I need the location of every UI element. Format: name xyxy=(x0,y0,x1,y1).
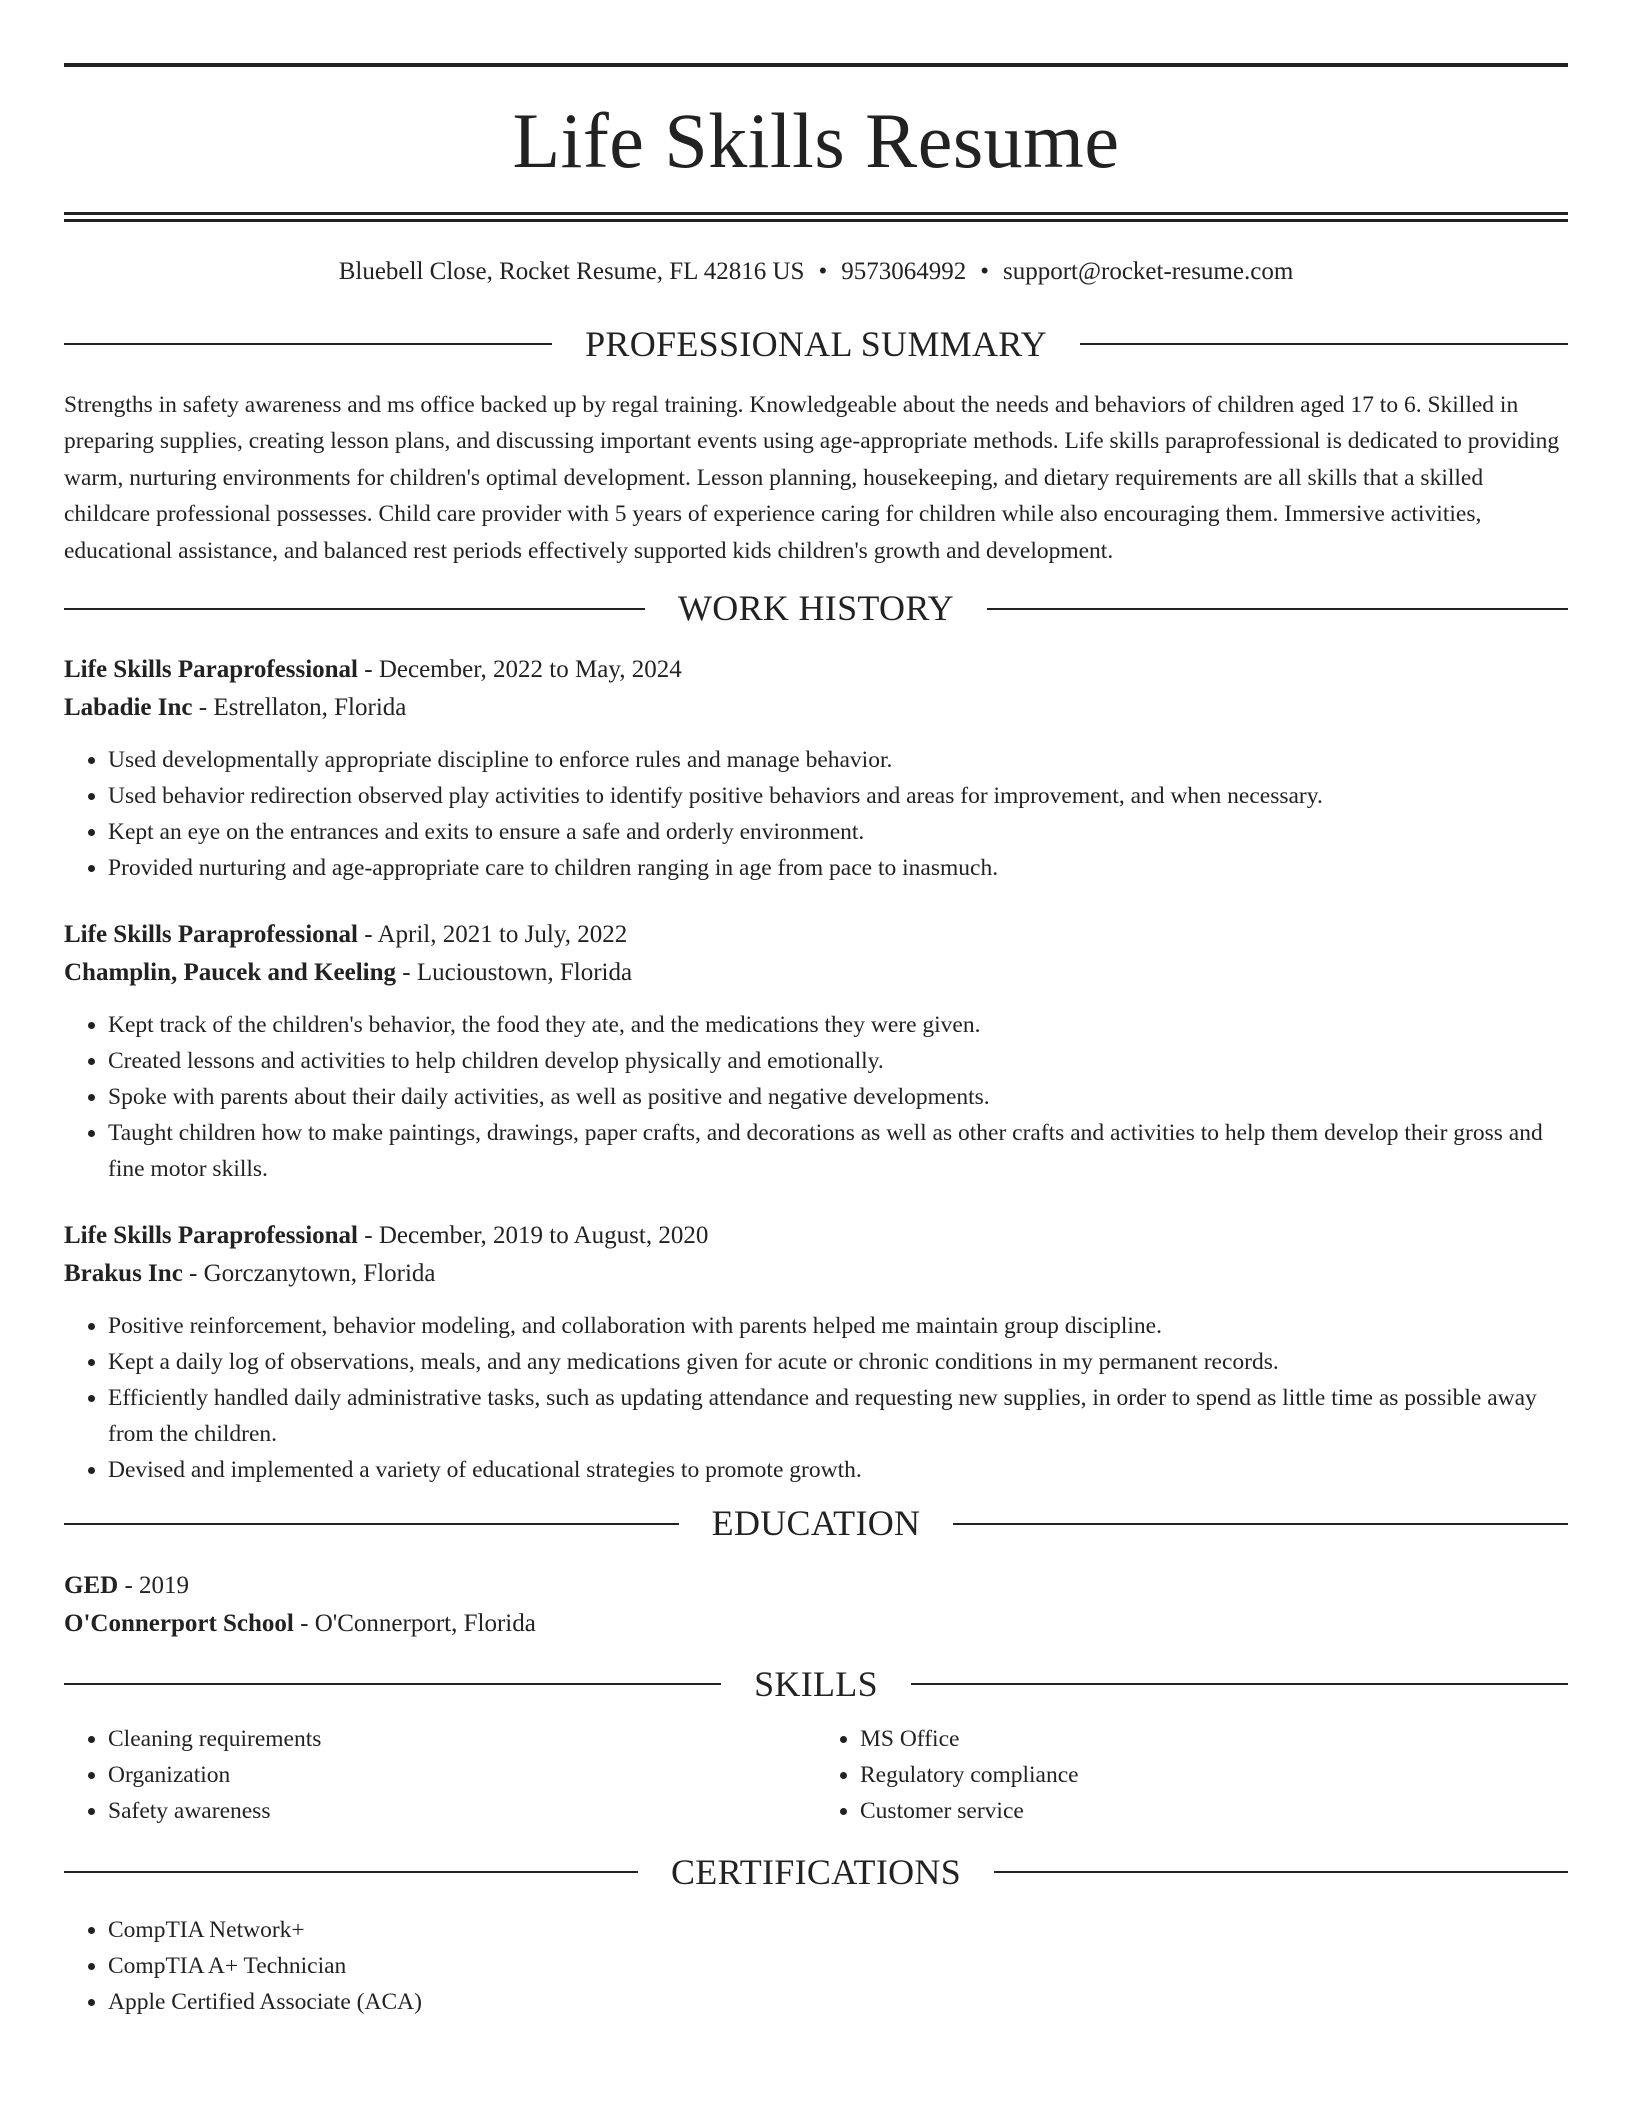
section-title: WORK HISTORY xyxy=(678,588,954,629)
heading-rule xyxy=(64,1683,721,1685)
job-company-line xyxy=(64,1255,1568,1293)
job-entry xyxy=(64,651,1568,886)
contact-separator: • xyxy=(980,258,989,285)
job-dates: - December, 2022 to May, 2024 xyxy=(358,656,682,684)
job-bullet: • Used developmentally appropriate discipline to enforce rules and manage behavior. xyxy=(108,742,1568,778)
certification-item: • CompTIA Network+ xyxy=(108,1912,1568,1948)
section-title: EDUCATION xyxy=(711,1503,921,1544)
certifications-block xyxy=(64,1912,1568,2020)
heading-rule xyxy=(1080,343,1568,345)
job-bullet: • Kept track of the children's behavior, the food they ate, and the medications they were given. xyxy=(108,1007,1568,1043)
heading-rule xyxy=(64,608,645,610)
job-bullets xyxy=(64,1007,1568,1187)
job-bullet: • Efficiently handled daily administrative tasks, such as updating attendance and requesting new supplies, in order to spend as little time as possible away from the children. xyxy=(108,1380,1568,1452)
skill-item: • Organization xyxy=(108,1757,816,1793)
section-title: SKILLS xyxy=(754,1663,878,1704)
contact-separator: • xyxy=(818,258,828,285)
resume-title: Life Skills Resume xyxy=(512,97,1120,184)
heading-rule xyxy=(64,343,552,345)
certification-item: • Apple Certified Associate (ACA) xyxy=(108,1984,1568,2020)
contact-email: support@rocket-resume.com xyxy=(1002,258,1294,285)
section-heading-summary xyxy=(64,323,1568,366)
heading-rule xyxy=(911,1683,1568,1685)
heading-rule xyxy=(953,1523,1568,1525)
job-title: Life Skills Paraprofessional xyxy=(64,1222,359,1250)
job-bullet: • Positive reinforcement, behavior modeling, and collaboration with parents helped me maintain group discipline. xyxy=(108,1308,1568,1344)
contact-phone: 9573064992 xyxy=(841,258,967,285)
education-degree-line xyxy=(64,1567,1568,1605)
skill-item: • Cleaning requirements xyxy=(108,1721,816,1757)
summary-text: Strengths in safety awareness and ms office backed up by regal training. Knowledgeable about the needs and behaviors of children aged 17 to 6. Skilled in preparing supplies, creating lesson plans, and discussing important events using age-appropriate methods. Life skills paraprofessional is dedicated to providing warm, nurturing environments for children's optimal development. Lesson planning, housekeeping, and dietary requirements are all skills that a skilled childcare professional possesses. Child care provider with 5 years of experience caring for children while also encouraging them. Immersive activities, educational assistance, and balanced rest periods effectively supported kids children's growth and development. xyxy=(64,391,1560,564)
job-title: Life Skills Paraprofessional xyxy=(64,656,359,684)
skill-item: • Customer service xyxy=(860,1793,1568,1829)
job-dates: - December, 2019 to August, 2020 xyxy=(358,1222,709,1250)
job-location: - Estrellaton, Florida xyxy=(192,694,407,722)
job-company-line xyxy=(64,954,1568,992)
heading-rule xyxy=(64,1523,679,1525)
job-title-line xyxy=(64,1217,1568,1255)
job-entry xyxy=(64,1217,1568,1488)
heading-rule xyxy=(987,608,1568,610)
section-heading-certifications xyxy=(64,1851,1568,1894)
job-company: Champlin, Paucek and Keeling xyxy=(64,959,396,987)
job-bullet: • Used behavior redirection observed play activities to identify positive behaviors and areas for improvement, and when necessary. xyxy=(108,778,1568,814)
education-entry xyxy=(64,1567,1568,1643)
job-bullet: • Devised and implemented a variety of educational strategies to promote growth. xyxy=(108,1452,1568,1488)
job-bullet: • Spoke with parents about their daily activities, as well as positive and negative developments. xyxy=(108,1079,1568,1115)
education-degree: GED xyxy=(64,1571,119,1599)
job-entry xyxy=(64,916,1568,1187)
education-school: O'Connerport School xyxy=(64,1609,294,1637)
certification-item: • CompTIA A+ Technician xyxy=(108,1948,1568,1984)
job-location: - Gorczanytown, Florida xyxy=(182,1260,436,1288)
job-title-line xyxy=(64,916,1568,954)
top-rule xyxy=(64,63,1568,67)
job-company: Brakus Inc xyxy=(64,1260,183,1288)
section-heading-work-history xyxy=(64,587,1568,630)
contact-line xyxy=(64,256,1568,289)
job-bullet: • Provided nurturing and age-appropriate care to children ranging in age from pace to inasmuch. xyxy=(108,850,1568,886)
job-company-line xyxy=(64,689,1568,727)
skills-list-left xyxy=(64,1721,816,1829)
job-bullet: • Taught children how to make paintings, drawings, paper crafts, and decorations as well as other crafts and activities to help them develop their gross and fine motor skills. xyxy=(108,1115,1568,1187)
contact-address: Bluebell Close, Rocket Resume, FL 42816 US xyxy=(338,258,805,285)
job-bullets xyxy=(64,1308,1568,1488)
section-title: CERTIFICATIONS xyxy=(670,1851,962,1892)
education-school-line xyxy=(64,1605,1568,1643)
heading-rule xyxy=(64,1871,638,1873)
section-title: PROFESSIONAL SUMMARY xyxy=(585,323,1047,364)
job-location: - Lucioustown, Florida xyxy=(396,959,633,987)
heading-rule xyxy=(994,1871,1568,1873)
job-bullet: • Kept an eye on the entrances and exits to ensure a safe and orderly environment. xyxy=(108,814,1568,850)
job-company: Labadie Inc xyxy=(64,694,193,722)
skill-item: • MS Office xyxy=(860,1721,1568,1757)
job-bullet: • Kept a daily log of observations, meals, and any medications given for acute or chronic conditions in my permanent records. xyxy=(108,1344,1568,1380)
education-location: - O'Connerport, Florida xyxy=(293,1609,536,1637)
title-double-rule xyxy=(64,212,1568,222)
skills-columns xyxy=(64,1721,1568,1829)
job-bullet: • Created lessons and activities to help children develop physically and emotionally. xyxy=(108,1043,1568,1079)
section-heading-skills xyxy=(64,1663,1568,1706)
job-title: Life Skills Paraprofessional xyxy=(64,921,359,949)
job-title-line xyxy=(64,651,1568,689)
job-bullets xyxy=(64,742,1568,886)
skill-item: • Safety awareness xyxy=(108,1793,816,1829)
certifications-list xyxy=(64,1912,1568,2020)
skills-list-right xyxy=(816,1721,1568,1829)
education-year: - 2019 xyxy=(118,1571,190,1599)
skill-item: • Regulatory compliance xyxy=(860,1757,1568,1793)
job-dates: - April, 2021 to July, 2022 xyxy=(358,921,628,949)
section-heading-education xyxy=(64,1502,1568,1545)
